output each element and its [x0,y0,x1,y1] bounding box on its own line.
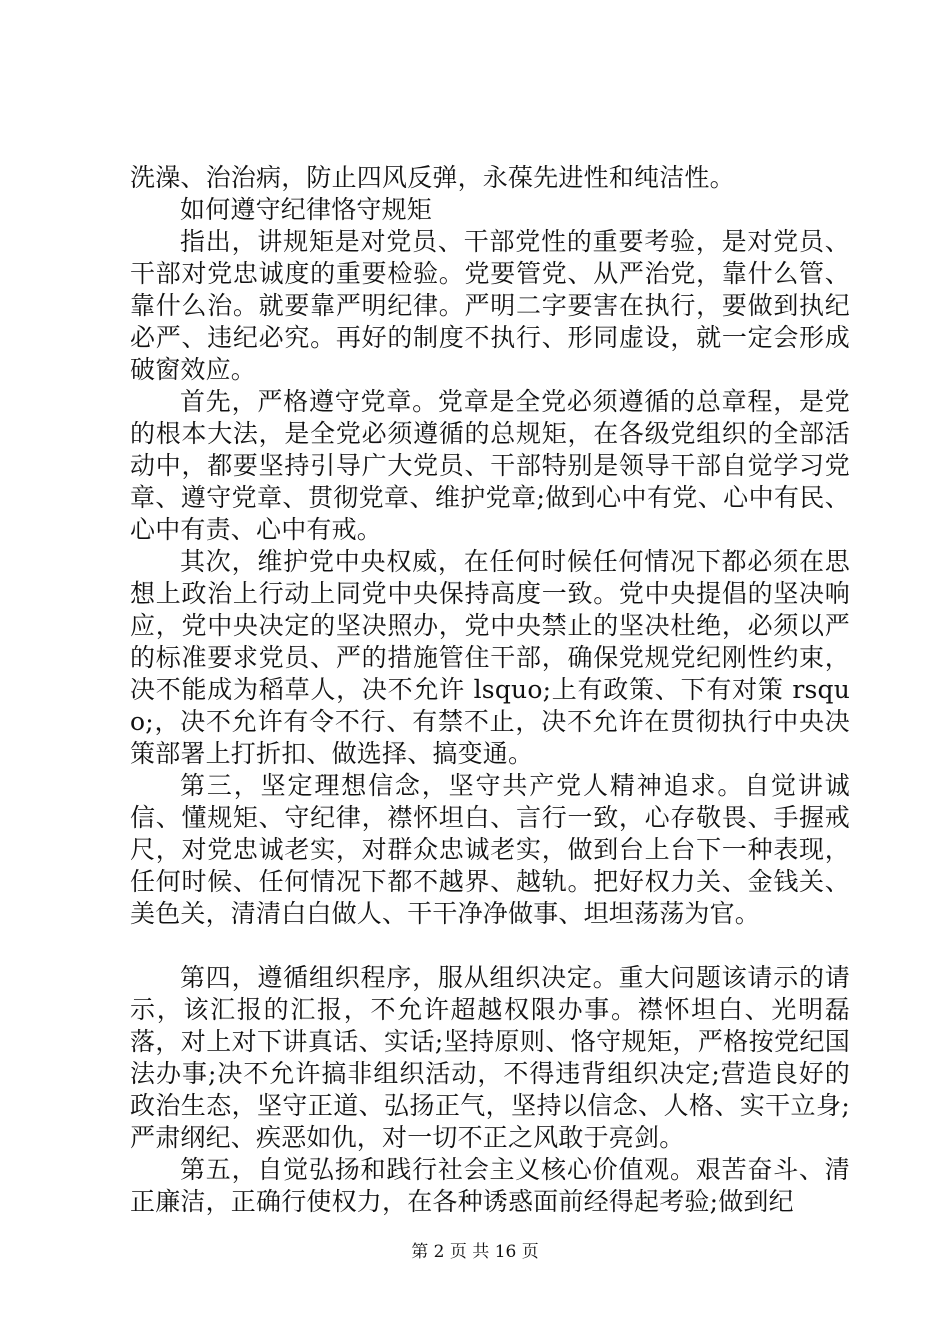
paragraph-third: 第三，坚定理想信念，坚守共产党人精神追求。自觉讲诚信、懂规矩、守纪律，襟怀坦白、言行一致，心存敬畏、手握戒尺，对党忠诚老实，对群众忠诚老实，做到台上台下一种表现，任何时候、任何情况下都不越界、越轨。把好权力关、金钱关、美色关，清清白白做人、干干净净做事、坦坦荡荡为官。 [130,771,850,928]
page-number-footer: 第 2 页 共 16 页 [411,1242,539,1262]
paragraph-second: 其次，维护党中央权威，在任何时候任何情况下都必须在思想上政治上行动上同党中央保持高度一致。党中央提倡的坚决响应，党中央决定的坚决照办，党中央禁止的坚决杜绝，必须以严的标准要求党员、严的措施管住干部，确保党规党纪刚性约束，决不能成为稻草人，决不允许 lsquo;上有政策、下有对策 rsquo;，决不允许有令不行、有禁不止，决不允许在贯彻执行中央决策部署上打折扣、做选择、搞变通。 [130,547,850,768]
section-heading: 如何遵守纪律恪守规矩 [180,195,433,224]
paragraph-fourth: 第四，遵循组织程序，服从组织决定。重大问题该请示的请示，该汇报的汇报，不允许超越权限办事。襟怀坦白、光明磊落，对上对下讲真话、实话;坚持原则、恪守规矩，严格按党纪国法办事;决不允许搞非组织活动，不得违背组织决定;营造良好的政治生态，坚守正道、弘扬正气，坚持以信念、人格、实干立身;严肃纲纪、疾恶如仇，对一切不正之风敢于亮剑。 [130,963,850,1152]
document-body [130,162,850,1218]
paragraph-gap [130,930,850,962]
paragraph-fifth: 第五，自觉弘扬和践行社会主义核心价值观。艰苦奋斗、清正廉洁，正确行使权力，在各种诱惑面前经得起考验;做到纪 [130,1155,850,1216]
paragraph-continuation: 洗澡、治治病，防止四风反弹，永葆先进性和纯洁性。 [130,163,735,192]
paragraph-first: 首先，严格遵守党章。党章是全党必须遵循的总章程，是党的根本大法，是全党必须遵循的总规矩，在各级党组织的全部活动中，都要坚持引导广大党员、干部特别是领导干部自觉学习党章、遵守党章、贯彻党章、维护党章;做到心中有党、心中有民、心中有责、心中有戒。 [130,387,850,544]
paragraph-intro: 指出，讲规矩是对党员、干部党性的重要考验，是对党员、干部对党忠诚度的重要检验。党要管党、从严治党，靠什么管、靠什么治。就要靠严明纪律。严明二字要害在执行，要做到执纪必严、违纪必究。再好的制度不执行、形同虚设，就一定会形成破窗效应。 [130,227,850,384]
